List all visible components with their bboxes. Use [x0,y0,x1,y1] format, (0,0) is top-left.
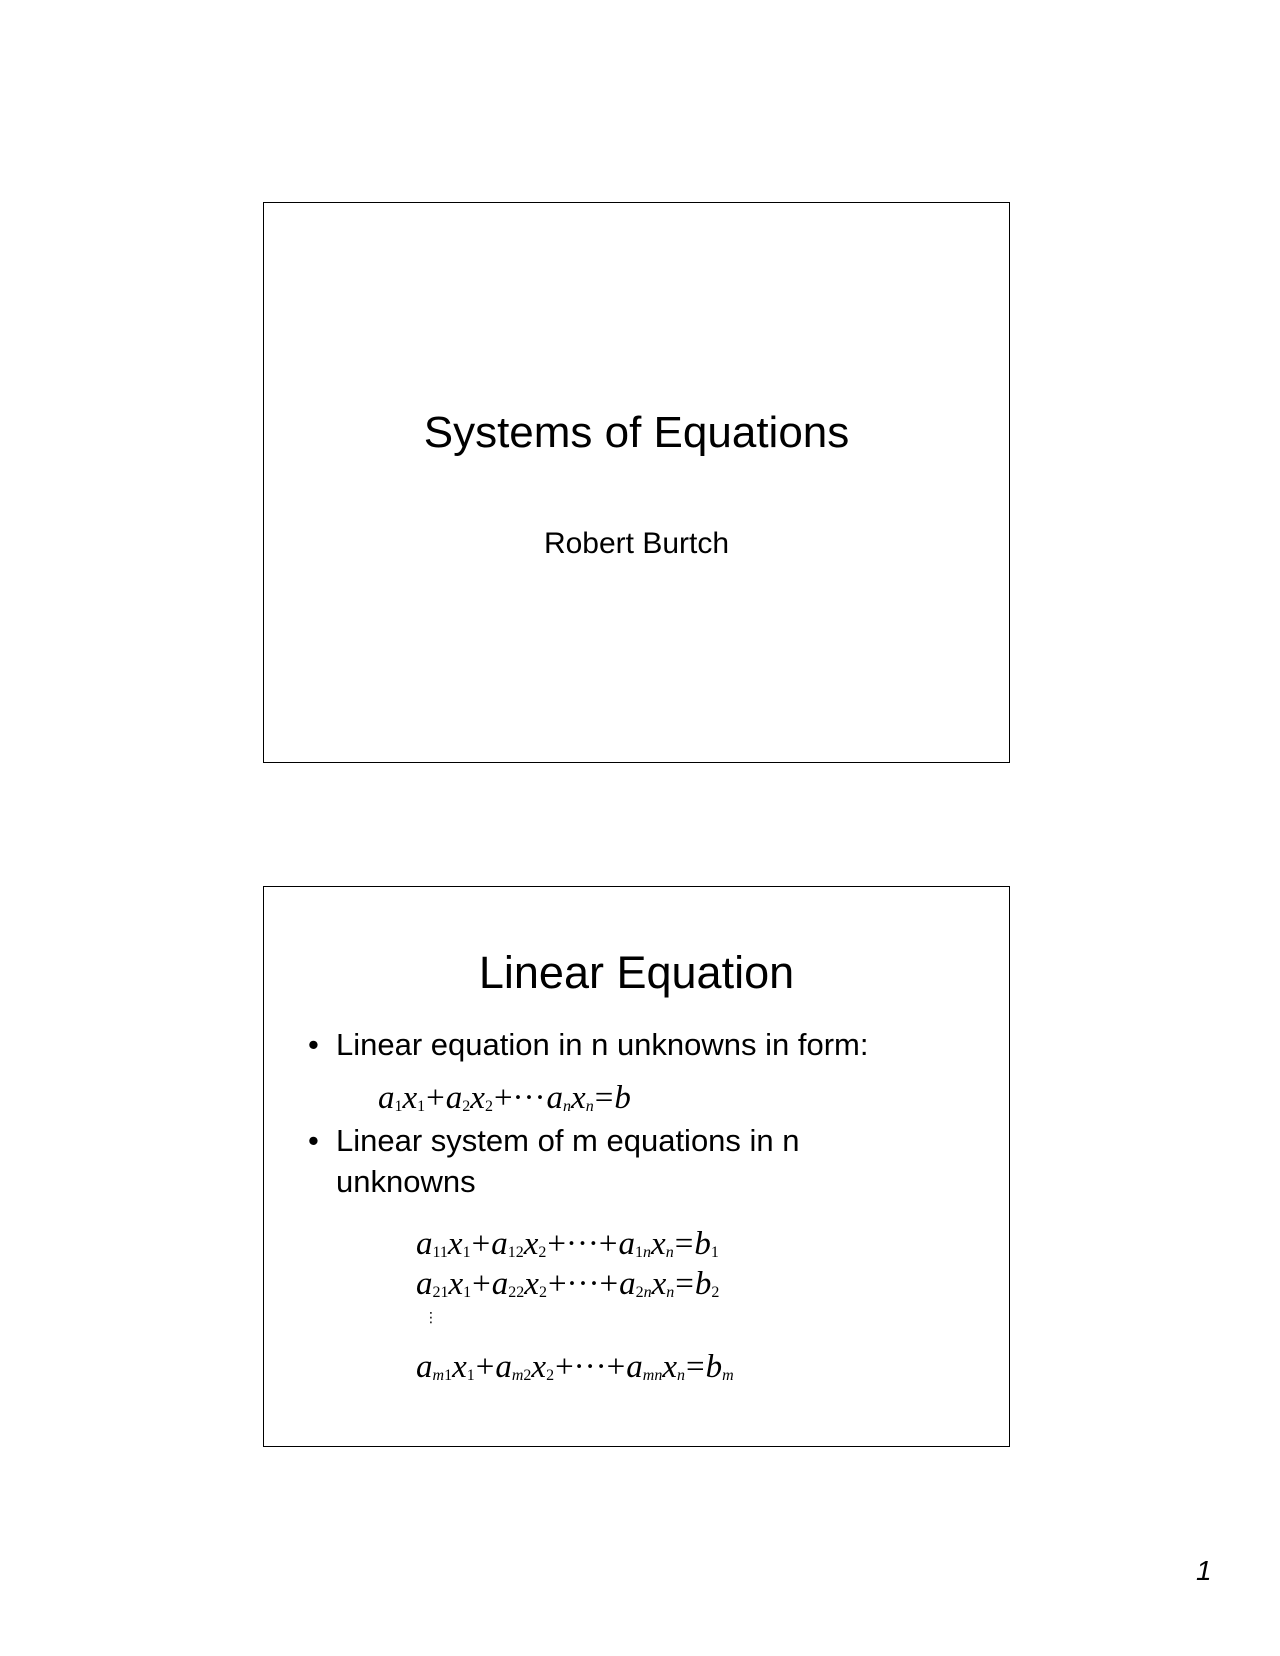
bullet-item [308,1120,868,1202]
bullet-dot-icon: • [308,1027,319,1062]
vertical-ellipsis: ⋮ [424,1310,438,1326]
slide-title [263,202,1010,763]
slide-linear-equation [263,886,1010,1447]
equation-single: $a_1x_1+a_2x_2+\cdot\cdot\cdot a_nx_n=b$ [378,1080,631,1116]
slide-1-author: Robert Burtch [543,527,730,560]
page-number: 1 [1196,1555,1212,1586]
equation-row-m: $a_{m1}x_1+a_{m2}x_2+\cdot\cdot\cdot+a_{mn}x_n=b_m$ [416,1349,734,1385]
bullet-text: Linear system of m equations in n unknowns [336,1123,800,1199]
slide-1-title: Systems of Equations [423,408,850,457]
bullet-item [308,1024,869,1065]
equation-row-1: $a_{11}x_1+a_{12}x_2+\cdot\cdot\cdot+a_{1n}x_n=b_1$ [416,1226,719,1262]
bullet-text: Linear equation in n unknowns in form: [336,1027,869,1062]
slide-2-title: Linear Equation [478,947,795,998]
bullet-dot-icon: • [308,1123,319,1158]
equation-row-2: $a_{21}x_1+a_{22}x_2+\cdot\cdot\cdot+a_{2n}x_n=b_2$ [416,1266,720,1302]
